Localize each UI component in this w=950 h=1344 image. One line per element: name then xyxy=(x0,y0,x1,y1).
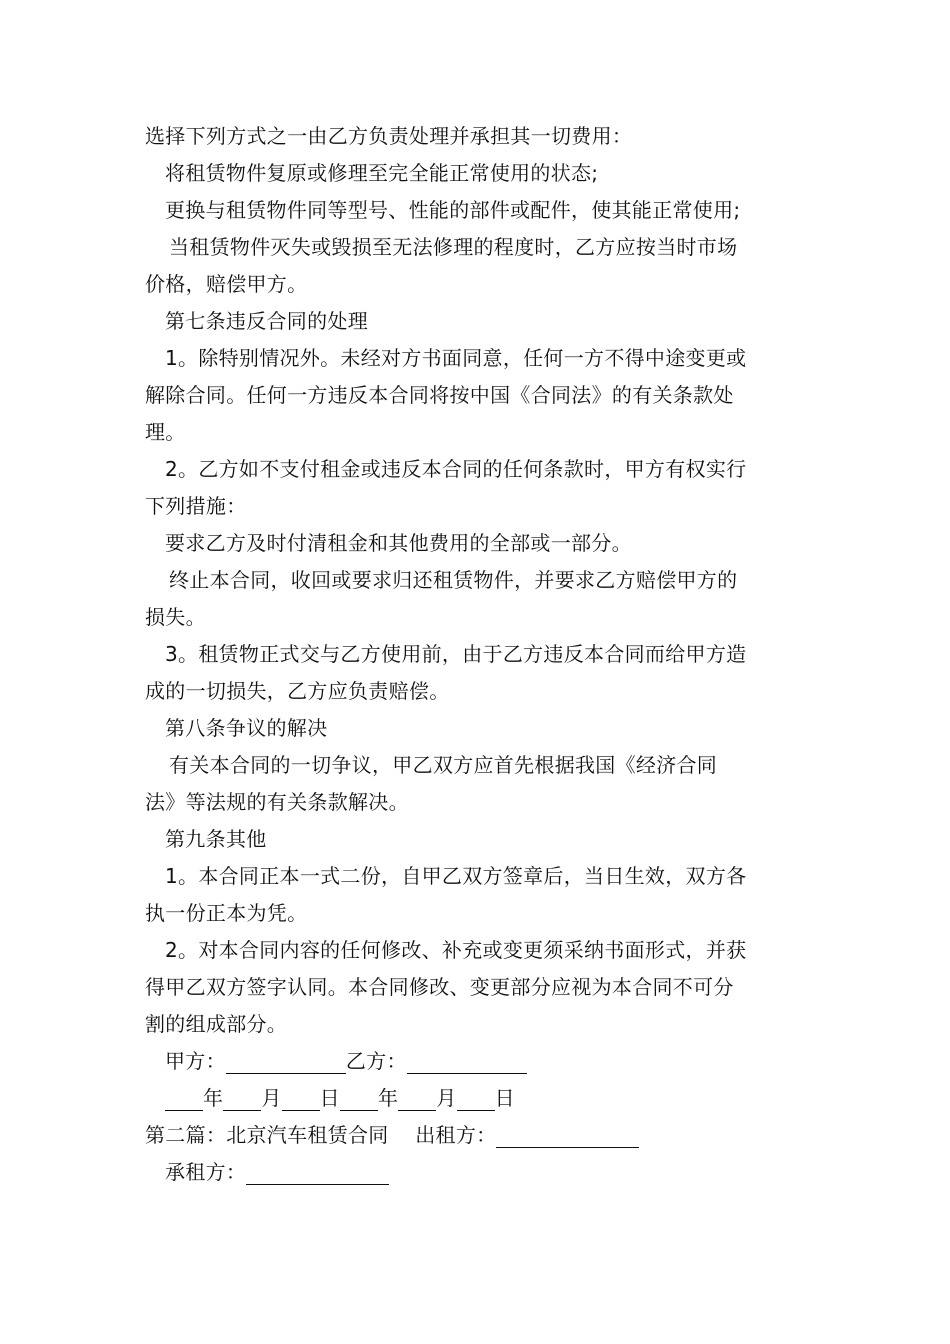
text-line: 有关本合同的一切争议，甲乙双方应首先根据我国《经济合同 xyxy=(169,753,718,777)
lessee-label: 承租方： xyxy=(165,1160,247,1184)
party-a-label: 甲方： xyxy=(165,1049,226,1073)
month-blank xyxy=(398,1084,436,1111)
section-heading: 第九条其他 xyxy=(165,827,267,851)
lessee-line xyxy=(145,1154,810,1191)
text-line: 2。乙方如不支付租金或违反本合同的任何条款时，甲方有权实行 xyxy=(165,457,747,481)
section-heading: 第八条争议的解决 xyxy=(165,716,328,740)
month-label: 月 xyxy=(261,1086,282,1110)
section-heading: 第七条违反合同的处理 xyxy=(165,309,368,333)
signature-line xyxy=(145,1043,810,1080)
text-line: 将租赁物件复原或修理至完全能正常使用的状态; xyxy=(165,161,599,185)
second-contract-line xyxy=(145,1117,810,1154)
lessor-blank xyxy=(496,1121,639,1148)
year-label: 年 xyxy=(377,1086,399,1110)
text-line: 要求乙方及时付清租金和其他费用的全部或一部分。 xyxy=(165,531,632,555)
month-blank xyxy=(223,1084,261,1111)
text-line: 2。对本合同内容的任何修改、补充或变更须采纳书面形式，并获 xyxy=(165,938,747,962)
text-line: 价格，赔偿甲方。 xyxy=(145,272,308,296)
text-line: 执一份正本为凭。 xyxy=(145,901,308,925)
party-b-label: 乙方： xyxy=(345,1049,407,1073)
lessee-blank xyxy=(246,1158,389,1185)
text-line: 下列措施： xyxy=(145,494,247,518)
text-line: 1。本合同正本一式二份，自甲乙双方签章后，当日生效，双方各 xyxy=(165,864,747,888)
text-line: 3。租赁物正式交与乙方使用前，由于乙方违反本合同而给甲方造 xyxy=(165,642,747,666)
text-line: 选择下列方式之一由乙方负责处理并承担其一切费用： xyxy=(145,124,633,148)
party-a-blank xyxy=(226,1047,346,1074)
month-label: 月 xyxy=(436,1086,457,1110)
text-line: 得甲乙双方签字认同。本合同修改、变更部分应视为本合同不可分 xyxy=(145,975,734,999)
text-line: 理。 xyxy=(145,420,186,444)
text-line: 更换与租赁物件同等型号、性能的部件或配件，使其能正常使用; xyxy=(165,198,741,222)
text-line: 割的组成部分。 xyxy=(145,1012,288,1036)
text-line: 成的一切损失，乙方应负责赔偿。 xyxy=(145,679,450,703)
text-line: 当租赁物件灭失或毁损至无法修理的程度时，乙方应按当时市场 xyxy=(169,235,738,259)
day-blank xyxy=(282,1084,320,1111)
date-line xyxy=(145,1080,810,1117)
second-contract-title: 第二篇：北京汽车租赁合同 xyxy=(145,1123,389,1147)
day-label: 日 xyxy=(319,1086,340,1110)
text-line: 终止本合同，收回或要求归还租赁物件，并要求乙方赔偿甲方的 xyxy=(169,568,738,592)
year-blank xyxy=(340,1084,378,1111)
day-label: 日 xyxy=(494,1086,515,1110)
year-blank xyxy=(165,1084,203,1111)
text-line: 解除合同。任何一方违反本合同将按中国《合同法》的有关条款处 xyxy=(145,383,734,407)
text-line: 损失。 xyxy=(145,605,206,629)
party-b-blank xyxy=(407,1047,527,1074)
year-label: 年 xyxy=(203,1086,224,1110)
lessor-label: 出租方： xyxy=(415,1123,497,1147)
day-blank xyxy=(457,1084,495,1111)
contract-body xyxy=(145,118,810,1191)
text-line: 法》等法规的有关条款解决。 xyxy=(145,790,409,814)
text-line: 1。除特别情况外。未经对方书面同意，任何一方不得中途变更或 xyxy=(165,346,747,370)
